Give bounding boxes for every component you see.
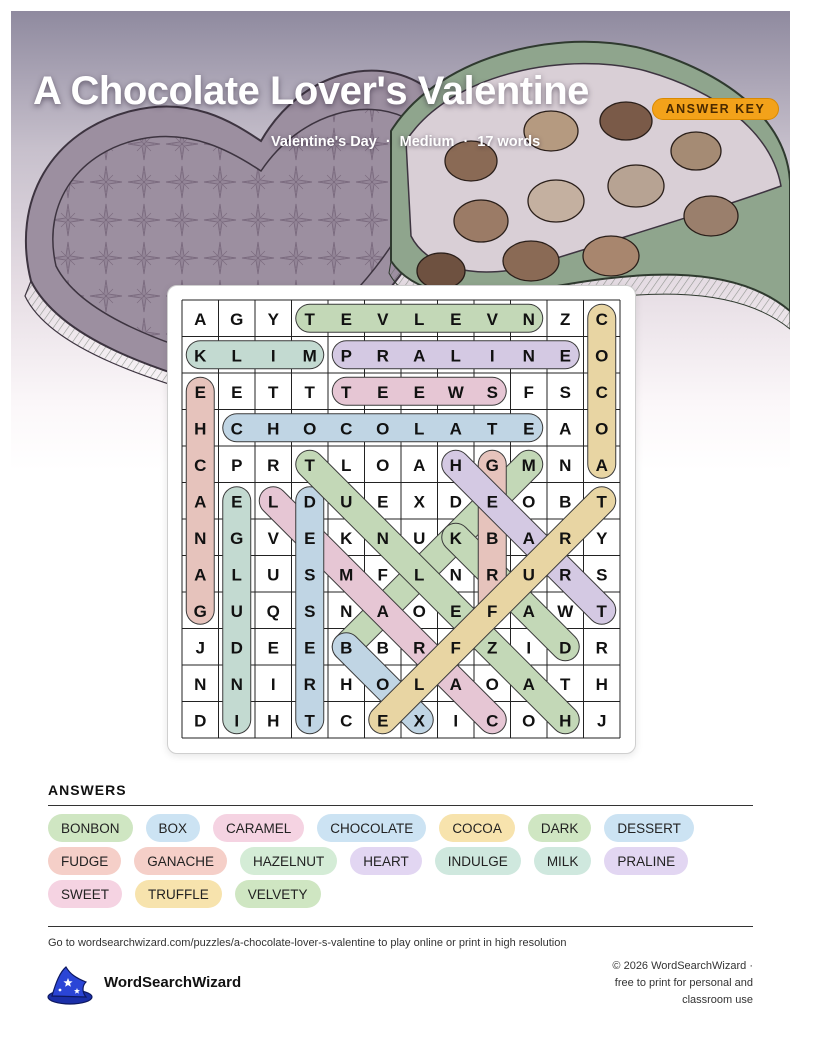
grid-letter: R: [559, 528, 572, 548]
grid-letter: K: [449, 528, 462, 548]
grid-letter: Y: [267, 309, 279, 329]
grid-letter: D: [230, 638, 243, 658]
grid-letter: C: [595, 309, 608, 329]
grid-letter: L: [414, 565, 425, 585]
grid-letter: E: [377, 382, 389, 402]
grid-letter: B: [340, 638, 353, 658]
grid-letter: V: [377, 309, 389, 329]
grid-letter: P: [340, 346, 352, 366]
grid-letter: E: [450, 309, 462, 329]
grid-letter: B: [376, 638, 389, 658]
grid-letter: N: [522, 309, 535, 329]
copyright-notice: [563, 958, 753, 1009]
grid-letter: L: [268, 492, 279, 512]
grid-letter: X: [413, 711, 425, 731]
grid-letter: U: [230, 601, 243, 621]
grid-letter: A: [595, 455, 608, 475]
grid-letter: N: [194, 674, 207, 694]
grid-letter: S: [486, 382, 498, 402]
answer-pill-praline: PRALINE: [604, 847, 688, 875]
word-search-grid: [168, 286, 635, 753]
grid-letter: A: [522, 601, 535, 621]
grid-letter: B: [486, 528, 499, 548]
footer-url-text: Go to wordsearchwizard.com/puzzles/a-chocolate-lover-s-valentine to play online or print in high resolution: [48, 937, 567, 949]
grid-letter: N: [194, 528, 207, 548]
grid-letter: R: [413, 638, 426, 658]
grid-letter: J: [195, 638, 205, 658]
grid-letter: D: [303, 492, 316, 512]
answer-pill-cocoa: COCOA: [439, 814, 515, 842]
grid-letter: L: [231, 565, 242, 585]
grid-letter: E: [523, 419, 535, 439]
answer-pill-hazelnut: HAZELNUT: [240, 847, 337, 875]
grid-letter: A: [413, 346, 426, 366]
grid-letter: E: [559, 346, 571, 366]
answer-pill-velvety: VELVETY: [235, 880, 321, 908]
grid-letter: W: [557, 601, 574, 621]
grid-letter: T: [304, 309, 315, 329]
grid-letter: E: [413, 382, 425, 402]
grid-letter: A: [194, 565, 207, 585]
meta-separator: ·: [463, 134, 469, 150]
grid-letter: C: [340, 711, 353, 731]
answer-pill-ganache: GANACHE: [134, 847, 227, 875]
grid-letter: E: [486, 492, 498, 512]
copyright-line: © 2026 WordSearchWizard ·: [612, 960, 753, 972]
meta-separator: ·: [385, 134, 391, 150]
grid-letter: N: [230, 674, 243, 694]
answer-pill-truffle: TRUFFLE: [135, 880, 222, 908]
grid-letter: R: [559, 565, 572, 585]
grid-letter: A: [376, 601, 389, 621]
grid-letter: T: [304, 382, 315, 402]
grid-letter: H: [559, 711, 572, 731]
grid-letter: C: [340, 419, 353, 439]
answer-pill-chocolate: CHOCOLATE: [317, 814, 426, 842]
answers-list: [48, 814, 768, 908]
grid-letter: T: [268, 382, 279, 402]
grid-letter: P: [231, 455, 243, 475]
answer-pill-dessert: DESSERT: [604, 814, 694, 842]
grid-letter: H: [194, 419, 207, 439]
grid-letter: T: [596, 492, 607, 512]
brand-name: WordSearchWizard: [104, 974, 242, 991]
grid-letter: E: [267, 638, 279, 658]
grid-letter: N: [559, 455, 572, 475]
answer-pill-indulge: INDULGE: [435, 847, 521, 875]
answer-pill-box: BOX: [146, 814, 201, 842]
answer-pill-caramel: CARAMEL: [213, 814, 304, 842]
answer-pill-dark: DARK: [528, 814, 592, 842]
grid-letter: F: [450, 638, 461, 658]
grid-letter: E: [377, 711, 389, 731]
grid-letter: R: [595, 638, 608, 658]
grid-letter: K: [340, 528, 353, 548]
puzzle-card: [167, 285, 636, 754]
grid-letter: A: [522, 528, 535, 548]
grid-letter: C: [486, 711, 499, 731]
puzzle-meta: [271, 134, 540, 150]
grid-letter: O: [376, 419, 390, 439]
grid-letter: N: [449, 565, 462, 585]
grid-letter: E: [194, 382, 206, 402]
grid-letter: E: [231, 382, 243, 402]
grid-letter: H: [449, 455, 462, 475]
grid-letter: A: [194, 309, 207, 329]
grid-letter: H: [267, 419, 280, 439]
answer-pill-sweet: SWEET: [48, 880, 122, 908]
answer-pill-bonbon: BONBON: [48, 814, 133, 842]
grid-letter: E: [340, 309, 352, 329]
grid-letter: T: [304, 455, 315, 475]
grid-letter: E: [231, 492, 243, 512]
divider: [48, 926, 753, 927]
meta-theme: Valentine's Day: [271, 134, 377, 150]
grid-letter: D: [559, 638, 572, 658]
grid-letter: S: [304, 601, 316, 621]
grid-letter: A: [194, 492, 207, 512]
grid-letter: I: [489, 346, 495, 366]
grid-letter: O: [522, 492, 536, 512]
grid-letter: R: [486, 565, 499, 585]
grid-letter: Y: [596, 528, 608, 548]
grid-letter: N: [376, 528, 389, 548]
copyright-line: free to print for personal and: [614, 977, 753, 989]
grid-letter: O: [595, 419, 609, 439]
answer-pill-fudge: FUDGE: [48, 847, 121, 875]
grid-letter: C: [194, 455, 207, 475]
grid-letter: N: [522, 346, 535, 366]
meta-word-count: 17 words: [477, 134, 541, 150]
grid-letter: G: [193, 601, 207, 621]
grid-letter: U: [267, 565, 280, 585]
grid-letter: A: [559, 419, 572, 439]
grid-letter: L: [414, 674, 425, 694]
grid-letter: T: [487, 419, 498, 439]
grid-letter: F: [487, 601, 498, 621]
grid-letter: B: [559, 492, 572, 512]
grid-letter: L: [414, 309, 425, 329]
grid-letter: U: [413, 528, 426, 548]
grid-letter: O: [376, 455, 390, 475]
divider: [48, 805, 753, 806]
grid-letter: O: [485, 674, 499, 694]
grid-letter: R: [267, 455, 280, 475]
copyright-line: classroom use: [682, 994, 753, 1006]
grid-letter: I: [270, 674, 276, 694]
grid-letter: J: [597, 711, 607, 731]
grid-letter: O: [522, 711, 536, 731]
grid-letter: W: [447, 382, 464, 402]
grid-letter: S: [304, 565, 316, 585]
grid-letter: E: [304, 638, 316, 658]
answer-key-badge: ANSWER KEY: [652, 98, 779, 120]
grid-letter: O: [376, 674, 390, 694]
grid-letter: G: [230, 528, 244, 548]
grid-letter: C: [230, 419, 243, 439]
grid-letter: S: [596, 565, 608, 585]
grid-letter: H: [595, 674, 608, 694]
grid-letter: L: [450, 346, 461, 366]
grid-letter: A: [449, 419, 462, 439]
grid-letter: R: [303, 674, 316, 694]
grid-letter: M: [339, 565, 354, 585]
meta-difficulty: Medium: [399, 134, 455, 150]
grid-letter: X: [413, 492, 425, 512]
grid-letter: U: [340, 492, 353, 512]
answer-pill-milk: MILK: [534, 847, 592, 875]
answers-heading: ANSWERS: [48, 782, 127, 798]
grid-letter: T: [304, 711, 315, 731]
grid-letter: U: [522, 565, 535, 585]
wizard-hat-icon: [46, 964, 94, 1006]
grid-letter: M: [521, 455, 536, 475]
grid-letter: I: [270, 346, 276, 366]
grid-letter: V: [486, 309, 498, 329]
grid-letter: A: [413, 455, 426, 475]
grid-letter: L: [341, 455, 352, 475]
grid-letter: D: [194, 711, 207, 731]
grid-letter: H: [340, 674, 353, 694]
grid-letter: C: [595, 382, 608, 402]
grid-letter: G: [485, 455, 499, 475]
grid-letter: F: [523, 382, 534, 402]
grid-letter: I: [453, 711, 459, 731]
grid-letter: T: [341, 382, 352, 402]
grid-letter: Z: [560, 309, 571, 329]
grid-letter: L: [231, 346, 242, 366]
grid-letter: M: [302, 346, 317, 366]
grid-letter: A: [449, 674, 462, 694]
grid-letter: F: [377, 565, 388, 585]
grid-letter: Z: [487, 638, 498, 658]
grid-letter: O: [303, 419, 317, 439]
puzzle-title: A Chocolate Lover's Valentine: [33, 69, 589, 113]
grid-letter: I: [526, 638, 532, 658]
grid-letter: Q: [266, 601, 280, 621]
grid-letter: T: [596, 601, 607, 621]
grid-letter: E: [377, 492, 389, 512]
grid-letter: G: [230, 309, 244, 329]
grid-letter: K: [194, 346, 207, 366]
grid-letter: E: [304, 528, 316, 548]
grid-letter: D: [449, 492, 462, 512]
grid-letter: V: [267, 528, 279, 548]
grid-letter: L: [414, 419, 425, 439]
grid-letter: N: [340, 601, 353, 621]
grid-letter: T: [560, 674, 571, 694]
grid-letter: O: [412, 601, 426, 621]
grid-letter: S: [559, 382, 571, 402]
grid-letter: O: [595, 346, 609, 366]
grid-letter: I: [234, 711, 240, 731]
answer-pill-heart: HEART: [350, 847, 422, 875]
grid-letter: A: [522, 674, 535, 694]
grid-letter: E: [450, 601, 462, 621]
grid-letter: H: [267, 711, 280, 731]
grid-letter: R: [376, 346, 389, 366]
